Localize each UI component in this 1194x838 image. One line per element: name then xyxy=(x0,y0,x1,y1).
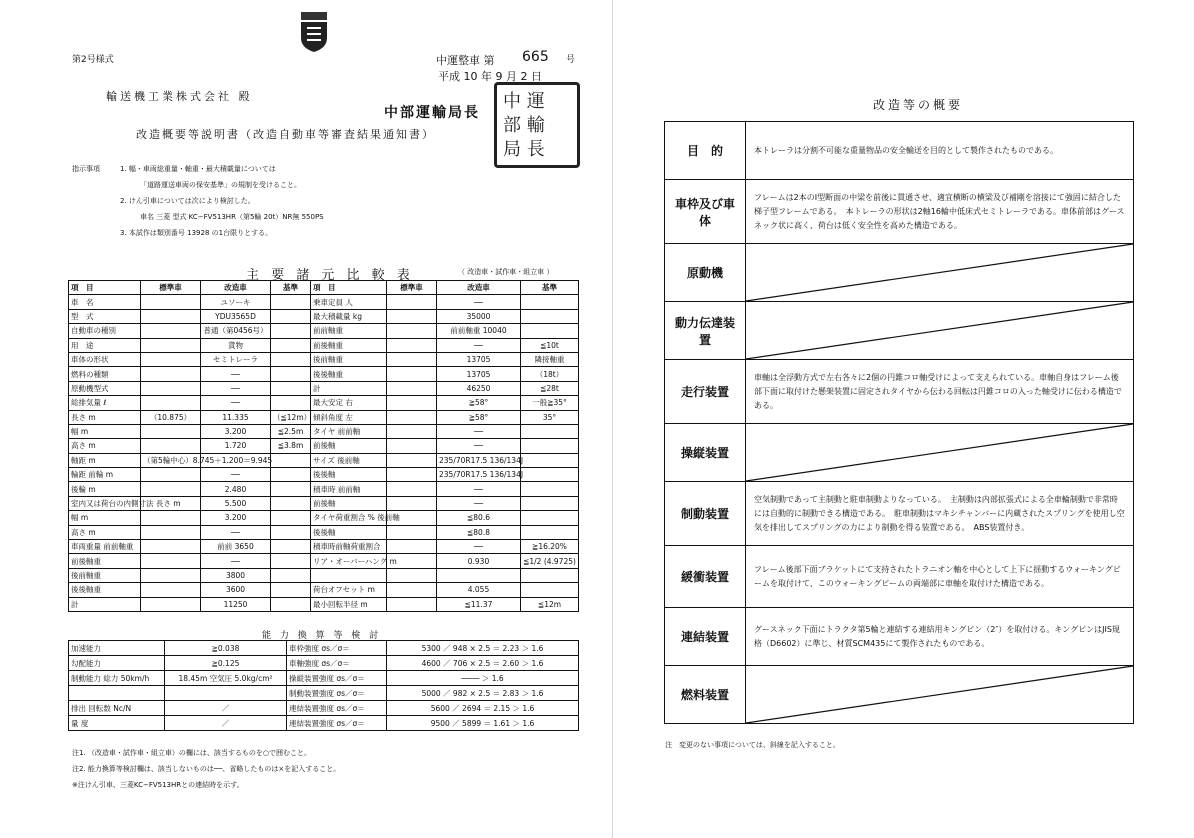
perf-cell xyxy=(69,686,165,701)
diagonal-line-icon xyxy=(746,302,1133,359)
spec-cell xyxy=(271,468,311,482)
spec-cell: 一般≧35° xyxy=(521,396,579,410)
spec-cell: ≧58° xyxy=(437,410,521,424)
spec-cell xyxy=(521,468,579,482)
emblem-icon xyxy=(297,10,331,54)
spec-cell: 後後軸 xyxy=(311,525,387,539)
spec-cell xyxy=(387,309,437,323)
perf-cell: 5600 ／ 2694 ＝ 2.15 ＞ 1.6 xyxy=(387,701,579,716)
spec-cell xyxy=(387,295,437,309)
spec-cell: 基準 xyxy=(521,281,579,295)
spec-cell: 0.930 xyxy=(437,554,521,568)
spec-cell: ── xyxy=(437,482,521,496)
spec-cell xyxy=(141,439,201,453)
note-line: 注2. 能力換算等検討欄は、該当しないものは──、省略したものは×を記入すること。 xyxy=(72,765,341,773)
spec-cell: 室内又は荷台の内側寸法 長さ m xyxy=(69,496,141,510)
summary-item-label: 操縦装置 xyxy=(665,424,746,482)
spec-cell: 長さ m xyxy=(69,410,141,424)
perf-cell: 18.45m 空気圧 5.0kg/cm² xyxy=(165,671,287,686)
spec-cell: （10.875） xyxy=(141,410,201,424)
spec-row xyxy=(69,482,579,496)
perf-cell: 制動装置強度 σs／σ＝ xyxy=(287,686,387,701)
spec-row xyxy=(69,540,579,554)
spec-cell: ── xyxy=(437,424,521,438)
spec-row xyxy=(69,381,579,395)
note-line: ※注けん引車、三菱KC−FV513HRとの連結時を示す。 xyxy=(72,781,244,789)
spec-cell xyxy=(387,439,437,453)
perf-cell: ≧0.038 xyxy=(165,641,287,656)
official-stamp xyxy=(494,82,580,168)
spec-cell: セミトレーラ xyxy=(201,352,271,366)
spec-cell: 荷台オフセット m xyxy=(311,583,387,597)
spec-cell: 原動機型式 xyxy=(69,381,141,395)
spec-cell: ── xyxy=(201,396,271,410)
spec-cell: ── xyxy=(201,525,271,539)
summary-row xyxy=(665,122,1134,180)
spec-cell xyxy=(521,439,579,453)
spec-cell xyxy=(387,424,437,438)
spec-cell: ── xyxy=(437,338,521,352)
perf-row xyxy=(69,701,579,716)
spec-cell: ≦80.6 xyxy=(437,511,521,525)
spec-cell: ≧58° xyxy=(437,396,521,410)
spec-cell: 車 名 xyxy=(69,295,141,309)
spec-cell xyxy=(387,583,437,597)
spec-cell: 3.200 xyxy=(201,424,271,438)
summary-item-label: 緩衝装置 xyxy=(665,546,746,608)
spec-row xyxy=(69,583,579,597)
spec-cell: 13705 xyxy=(437,352,521,366)
summary-row xyxy=(665,360,1134,424)
spec-cell xyxy=(271,583,311,597)
spec-cell: ユソーキ xyxy=(201,295,271,309)
spec-cell xyxy=(387,597,437,611)
spec-cell xyxy=(387,367,437,381)
spec-cell: 最小回転半径 m xyxy=(311,597,387,611)
form-number: 第2号様式 xyxy=(72,55,114,65)
spec-cell xyxy=(141,511,201,525)
instruction-line: 1. 幅・車両総重量・軸重・最大積載量については xyxy=(120,165,276,173)
spec-cell: リア・オーバーハング m xyxy=(311,554,387,568)
spec-cell: 総排気量 ℓ xyxy=(69,396,141,410)
spec-cell xyxy=(141,381,201,395)
spec-cell: 型 式 xyxy=(69,309,141,323)
spec-cell: 前前軸重 xyxy=(311,324,387,338)
spec-cell xyxy=(387,540,437,554)
note-line: 注1. （改造車・試作車・組立車）の欄には、該当するものを○で囲むこと。 xyxy=(72,749,312,757)
spec-cell xyxy=(271,367,311,381)
spec-cell: 11250 xyxy=(201,597,271,611)
spec-cell: YDU3565D xyxy=(201,309,271,323)
summary-item-text: フレームは2本のI型断面の中梁を前後に貫通させ、適宜横断の横梁及び補剛を溶接にて強固に結合した梯子型フレームである。 本トレーラの形状は2軸16輪中低床式セミトレーラである。車体前部はグースネック状に高く、荷台は低く安全性を高めた構造である。 xyxy=(746,180,1134,244)
spec-cell xyxy=(521,583,579,597)
spec-cell: ≦1/2 (4.9725) xyxy=(521,554,579,568)
spec-cell: ── xyxy=(437,295,521,309)
spec-row xyxy=(69,367,579,381)
spec-cell xyxy=(521,309,579,323)
summary-row xyxy=(665,244,1134,302)
diagonal-line-icon xyxy=(746,244,1133,301)
spec-cell: ≧16.20% xyxy=(521,540,579,554)
spec-cell: ── xyxy=(201,367,271,381)
spec-cell: （≦12m） xyxy=(271,410,311,424)
summary-item-text: 車軸は全浮動方式で左右各々に2個の円錐コロ軸受けによって支えられている。車軸自身はフレーム後部下面に取付けた懸架装置に固定されタイヤから伝わる回転は円錐コロの入った軸受けに伝わる構造である。 xyxy=(746,360,1134,424)
spec-cell xyxy=(521,424,579,438)
summary-row xyxy=(665,546,1134,608)
spec-cell: ── xyxy=(201,468,271,482)
spec-cell: 自動車の種別 xyxy=(69,324,141,338)
summary-row xyxy=(665,424,1134,482)
spec-cell: 235/70R17.5 136/134J xyxy=(437,453,521,467)
spec-cell xyxy=(141,482,201,496)
spec-cell xyxy=(271,597,311,611)
spec-cell xyxy=(521,525,579,539)
modification-summary-table xyxy=(664,121,1134,724)
spec-cell xyxy=(271,554,311,568)
spec-cell: 積車時前軸荷重割合 xyxy=(311,540,387,554)
perf-cell: 勾配能力 xyxy=(69,656,165,671)
perf-row xyxy=(69,641,579,656)
summary-item-text: 本トレーラは分割不可能な重量物品の安全輸送を目的として製作されたものである。 xyxy=(746,122,1134,180)
spec-row xyxy=(69,554,579,568)
stamp-icon xyxy=(497,85,577,165)
spec-cell: 後前軸重 xyxy=(69,568,141,582)
spec-cell: ≦2.5m xyxy=(271,424,311,438)
spec-cell xyxy=(141,468,201,482)
perf-cell xyxy=(165,686,287,701)
issuer: 中部運輸局長 xyxy=(384,105,480,121)
summary-row xyxy=(665,608,1134,666)
spec-cell: 235/70R17.5 136/134J xyxy=(437,468,521,482)
spec-cell: 計 xyxy=(311,381,387,395)
spec-cell xyxy=(521,568,579,582)
spec-cell: ≦10t xyxy=(521,338,579,352)
perf-cell: 連結装置強度 σs／σ＝ xyxy=(287,716,387,731)
spec-cell xyxy=(141,352,201,366)
perf-cell: 9500 ／ 5899 ＝ 1.61 ＞ 1.6 xyxy=(387,716,579,731)
spec-cell: 傾斜角度 左 xyxy=(311,410,387,424)
perf-row xyxy=(69,671,579,686)
spec-row xyxy=(69,525,579,539)
spec-cell: 最大積載量 kg xyxy=(311,309,387,323)
performance-table xyxy=(68,640,579,731)
spec-cell: ≦80.8 xyxy=(437,525,521,539)
summary-title: 改造等の概要 xyxy=(873,98,964,112)
spec-cell xyxy=(521,496,579,510)
spec-cell: 5.500 xyxy=(201,496,271,510)
spec-cell: 3600 xyxy=(201,583,271,597)
spec-row xyxy=(69,295,579,309)
doc-number-suffix: 号 xyxy=(566,55,576,65)
spec-cell xyxy=(141,554,201,568)
spec-cell xyxy=(141,338,201,352)
spec-cell xyxy=(387,410,437,424)
spec-cell: 高さ m xyxy=(69,525,141,539)
perf-cell: ／ xyxy=(165,701,287,716)
spec-cell: 前後軸重 xyxy=(311,338,387,352)
spec-cell: 3800 xyxy=(201,568,271,582)
spec-row xyxy=(69,597,579,611)
spec-table-title: 主 要 諸 元 比 較 表 xyxy=(246,268,414,283)
spec-cell xyxy=(271,453,311,467)
spec-header-row xyxy=(69,281,579,295)
spec-row xyxy=(69,568,579,582)
summary-item-label: 目 的 xyxy=(665,122,746,180)
spec-row xyxy=(69,410,579,424)
summary-item-text: 空気制動であって主制動と駐車制動よりなっている。 主制動は内部拡張式による全車輪制動で非常時には自動的に制動できる構造である。 駐車制動はマキシチャンバーに内蔵されたスプリングを使用し空気を排出してスプリングの力により制動を得る装置である。 ABS装置付き。 xyxy=(746,482,1134,546)
spec-cell: 軸距 m xyxy=(69,453,141,467)
spec-cell: 車両重量 前前軸重 xyxy=(69,540,141,554)
perf-row xyxy=(69,656,579,671)
spec-cell xyxy=(271,381,311,395)
spec-cell xyxy=(141,540,201,554)
spec-cell: ── xyxy=(437,496,521,510)
spec-cell: 3.200 xyxy=(201,511,271,525)
spec-cell: タイヤ 前前軸 xyxy=(311,424,387,438)
spec-cell: 改造車 xyxy=(201,281,271,295)
spec-cell xyxy=(141,568,201,582)
spec-table xyxy=(68,280,579,612)
spec-cell xyxy=(521,453,579,467)
spec-cell: 積車時 前前軸 xyxy=(311,482,387,496)
perf-row xyxy=(69,686,579,701)
spec-cell: 前後軸重 xyxy=(69,554,141,568)
spec-row xyxy=(69,396,579,410)
spec-cell: 46250 xyxy=(437,381,521,395)
summary-item-blank xyxy=(746,424,1134,482)
svg-text:中 運: 中 運 xyxy=(503,91,545,112)
spec-cell: 後輪 m xyxy=(69,482,141,496)
summary-item-label: 車枠及び車体 xyxy=(665,180,746,244)
spec-cell: ── xyxy=(201,554,271,568)
spec-cell xyxy=(387,525,437,539)
spec-cell: 貨物 xyxy=(201,338,271,352)
spec-cell xyxy=(141,309,201,323)
doc-number: 665 xyxy=(522,49,549,65)
spec-cell: ── xyxy=(201,381,271,395)
diagonal-line-icon xyxy=(746,666,1133,723)
spec-cell: 11.335 xyxy=(201,410,271,424)
spec-row xyxy=(69,511,579,525)
spec-row xyxy=(69,424,579,438)
perf-cell: ≧0.125 xyxy=(165,656,287,671)
spec-cell: ── xyxy=(437,439,521,453)
spec-cell xyxy=(387,352,437,366)
spec-cell: 13705 xyxy=(437,367,521,381)
spec-cell xyxy=(387,324,437,338)
summary-item-text: グースネック下面にトラクタ第5輪と連結する連結用キングピン（2″）を取付ける。キングピンはJIS規格（D6602）に準じ、材質SCM435にて製作されたものである。 xyxy=(746,608,1134,666)
perf-cell: ──── ＞ 1.6 xyxy=(387,671,579,686)
spec-cell: 基準 xyxy=(271,281,311,295)
perf-cell: 排出 回転数 Nc/N xyxy=(69,701,165,716)
spec-cell: 項 目 xyxy=(69,281,141,295)
spec-row xyxy=(69,352,579,366)
summary-note: 注 変更のない事項については、斜線を記入すること。 xyxy=(665,741,840,749)
spec-cell: 幅 m xyxy=(69,511,141,525)
spec-cell: ≦28t xyxy=(521,381,579,395)
spec-cell: 最大安定 右 xyxy=(311,396,387,410)
spec-cell: 後後軸重 xyxy=(69,583,141,597)
perf-row xyxy=(69,716,579,731)
spec-cell xyxy=(271,295,311,309)
svg-text:局 長: 局 長 xyxy=(503,139,545,160)
issue-date: 平成 10 年 9 月 2 日 xyxy=(438,70,542,83)
spec-cell: 1.720 xyxy=(201,439,271,453)
spec-cell xyxy=(271,568,311,582)
spec-cell xyxy=(271,496,311,510)
perf-cell: 4600 ／ 706 × 2.5 ＝ 2.60 ＞ 1.6 xyxy=(387,656,579,671)
instruction-line: 「道路運送車両の保安基準」の規制を受けること。 xyxy=(140,181,301,189)
spec-cell xyxy=(387,496,437,510)
spec-cell: 車体の形状 xyxy=(69,352,141,366)
spec-cell: ── xyxy=(437,540,521,554)
summary-item-label: 原動機 xyxy=(665,244,746,302)
spec-cell: ≦11.37 xyxy=(437,597,521,611)
spec-cell: 用 途 xyxy=(69,338,141,352)
instruction-line: 車名 三菱 型式 KC−FV513HR（第5輪 20t）NR無 550PS xyxy=(140,213,324,221)
spec-cell: 燃料の種類 xyxy=(69,367,141,381)
spec-cell xyxy=(141,367,201,381)
perf-cell: 量 度 xyxy=(69,716,165,731)
spec-row xyxy=(69,453,579,467)
perf-cell: ／ xyxy=(165,716,287,731)
spec-cell: （18t） xyxy=(521,367,579,381)
spec-cell: 前後軸 xyxy=(311,496,387,510)
spec-cell xyxy=(141,424,201,438)
perf-table-title: 能 力 換 算 等 検 討 xyxy=(262,631,382,641)
spec-cell: ≦12m xyxy=(521,597,579,611)
spec-cell xyxy=(271,324,311,338)
spec-cell: （第5輪中心）8.745＋1.200＝9.945 xyxy=(141,453,201,467)
summary-item-label: 動力伝達装置 xyxy=(665,302,746,360)
spec-cell xyxy=(141,295,201,309)
spec-cell: 計 xyxy=(69,597,141,611)
spec-cell xyxy=(271,396,311,410)
spec-cell xyxy=(141,597,201,611)
instruction-line: 2. けん引車については次により検討した。 xyxy=(120,197,255,205)
spec-cell xyxy=(271,540,311,554)
perf-cell: 制動能力 総力 50km/h xyxy=(69,671,165,686)
spec-cell: 標準車 xyxy=(141,281,201,295)
spec-cell: 乗車定員 人 xyxy=(311,295,387,309)
perf-cell: 5300 ／ 948 × 2.5 ＝ 2.23 ＞ 1.6 xyxy=(387,641,579,656)
summary-item-text: フレーム後部下面ブラケットにて支持されたトラニオン軸を中心として上下に揺動するウォーキングビームを取付けて、このウォーキングビームの両端部に車軸を取付けた構造である。 xyxy=(746,546,1134,608)
spec-cell xyxy=(271,525,311,539)
spec-cell: 35000 xyxy=(437,309,521,323)
spec-cell: 35° xyxy=(521,410,579,424)
spec-cell xyxy=(387,468,437,482)
addressee: 輸送機工業株式会社 殿 xyxy=(106,90,253,103)
spec-cell xyxy=(387,396,437,410)
spec-cell: ≦3.8m xyxy=(271,439,311,453)
perf-cell: 操縦装置強度 σs／σ＝ xyxy=(287,671,387,686)
instructions-label: 指示事項 xyxy=(72,165,100,173)
instruction-line: 3. 本試作は類別番号 13928 の1台限りとする。 xyxy=(120,229,273,237)
spec-cell xyxy=(271,511,311,525)
spec-cell: 後前軸重 xyxy=(311,352,387,366)
spec-cell xyxy=(387,453,437,467)
spec-cell xyxy=(521,511,579,525)
spec-cell: 普通（第0456号） xyxy=(201,324,271,338)
spec-cell: 隣接軸重 xyxy=(521,352,579,366)
spec-row xyxy=(69,496,579,510)
spec-cell: 項 目 xyxy=(311,281,387,295)
spec-row xyxy=(69,309,579,323)
summary-item-blank xyxy=(746,244,1134,302)
spec-cell xyxy=(271,309,311,323)
summary-item-label: 走行装置 xyxy=(665,360,746,424)
spec-cell: 前前軸重 10040 xyxy=(437,324,521,338)
document-title: 改造概要等説明書（改造自動車等審査結果通知書） xyxy=(136,128,435,141)
spec-cell xyxy=(271,482,311,496)
summary-row xyxy=(665,666,1134,724)
spec-cell: 幅 m xyxy=(69,424,141,438)
spec-cell xyxy=(311,568,387,582)
summary-item-label: 燃料装置 xyxy=(665,666,746,724)
spec-cell: タイヤ荷重割合 % 後前軸 xyxy=(311,511,387,525)
spec-cell: 2.480 xyxy=(201,482,271,496)
summary-row xyxy=(665,302,1134,360)
summary-row xyxy=(665,482,1134,546)
spec-cell xyxy=(521,295,579,309)
spec-cell xyxy=(387,381,437,395)
spec-cell xyxy=(437,568,521,582)
spec-cell xyxy=(387,568,437,582)
spec-cell: サイズ 後前軸 xyxy=(311,453,387,467)
svg-text:部 輸: 部 輸 xyxy=(503,115,545,136)
summary-item-blank xyxy=(746,302,1134,360)
spec-cell xyxy=(141,525,201,539)
spec-cell: 輪距 前輪 m xyxy=(69,468,141,482)
spec-cell: 前後軸 xyxy=(311,439,387,453)
doc-number-label: 中運整車 第 xyxy=(436,54,495,67)
spec-cell xyxy=(521,482,579,496)
spec-cell xyxy=(141,324,201,338)
spec-cell xyxy=(271,352,311,366)
summary-item-label: 制動装置 xyxy=(665,482,746,546)
spec-cell xyxy=(387,482,437,496)
spec-cell: 改造車 xyxy=(437,281,521,295)
spec-cell: 高さ m xyxy=(69,439,141,453)
summary-item-blank xyxy=(746,666,1134,724)
diagonal-line-icon xyxy=(746,424,1133,481)
summary-item-label: 連結装置 xyxy=(665,608,746,666)
perf-cell: 車軸強度 σs／σ＝ xyxy=(287,656,387,671)
spec-row xyxy=(69,439,579,453)
spec-cell xyxy=(141,396,201,410)
perf-cell: 連結装置強度 σs／σ＝ xyxy=(287,701,387,716)
spec-cell: 後後軸 xyxy=(311,468,387,482)
summary-row xyxy=(665,180,1134,244)
spec-row xyxy=(69,324,579,338)
perf-cell: 5000 ／ 982 × 2.5 ＝ 2.83 ＞ 1.6 xyxy=(387,686,579,701)
spec-row xyxy=(69,468,579,482)
vehicle-type-select: （ 改造車・試作車・組立車 ） xyxy=(458,268,554,276)
spec-cell xyxy=(141,583,201,597)
spec-cell: 標準車 xyxy=(387,281,437,295)
spec-cell: 4.055 xyxy=(437,583,521,597)
spec-cell xyxy=(521,324,579,338)
spec-cell: 後後軸重 xyxy=(311,367,387,381)
spec-cell xyxy=(271,338,311,352)
perf-cell: 加速能力 xyxy=(69,641,165,656)
spec-cell xyxy=(387,338,437,352)
spec-row xyxy=(69,338,579,352)
spec-cell: 前前 3650 xyxy=(201,540,271,554)
perf-cell: 車枠強度 σs／σ＝ xyxy=(287,641,387,656)
